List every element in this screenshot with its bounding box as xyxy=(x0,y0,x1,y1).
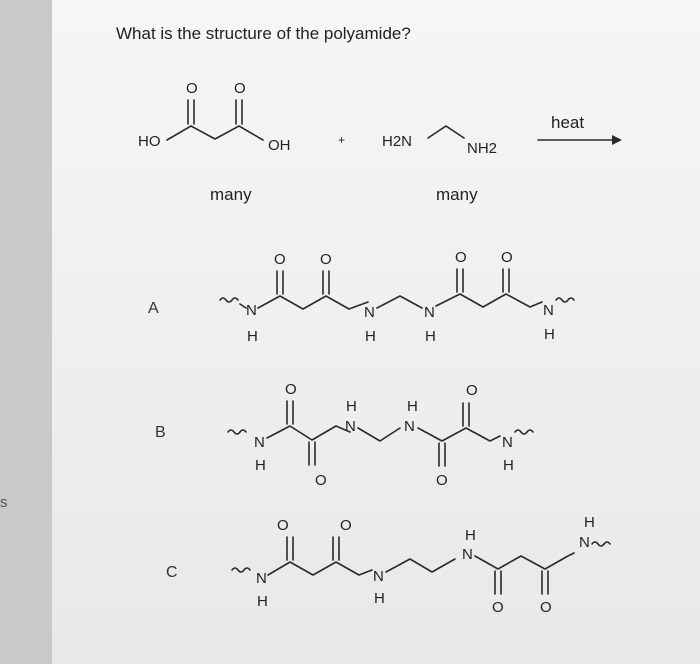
diacid-oxygen-1: O xyxy=(186,80,198,97)
option-a-chain-1 xyxy=(240,296,368,309)
option-b-n2: N xyxy=(345,418,356,435)
option-c-o2: O xyxy=(340,517,352,534)
option-a-h2: H xyxy=(365,328,376,345)
reaction-condition: heat xyxy=(551,113,585,132)
diamine-nh2-label: NH2 xyxy=(467,140,498,157)
option-c-o3: O xyxy=(492,599,504,616)
option-a-h3: H xyxy=(425,328,436,345)
option-c-h4: H xyxy=(584,514,595,531)
option-b-n1: N xyxy=(254,434,265,451)
option-a-o4: O xyxy=(501,249,513,266)
option-a-o1: O xyxy=(274,251,286,268)
reaction-arrow xyxy=(538,135,622,145)
option-b-o2: O xyxy=(315,472,327,489)
plus-sign: + xyxy=(338,133,346,147)
option-a-chain-2 xyxy=(436,294,542,307)
option-c-structure xyxy=(232,514,610,616)
option-b-wavy-right xyxy=(515,430,533,434)
option-c-h1: H xyxy=(257,593,268,610)
option-b-h3: H xyxy=(407,398,418,415)
option-a-n4: N xyxy=(543,302,554,319)
option-c-propylene xyxy=(386,559,455,572)
option-a-n1: N xyxy=(246,302,257,319)
option-b-wavy-left xyxy=(228,430,246,434)
option-c-h2: H xyxy=(374,590,385,607)
many-label-acid: many xyxy=(210,185,252,204)
option-b-chain-2 xyxy=(418,428,500,441)
option-c-n4: N xyxy=(579,534,590,551)
option-c-n2: N xyxy=(373,568,384,585)
option-c-chain-2 xyxy=(475,553,574,569)
diacid-backbone xyxy=(167,126,263,140)
option-a-wavy-left xyxy=(220,298,238,302)
option-a-label[interactable]: A xyxy=(148,300,159,317)
diamine-structure xyxy=(382,126,497,157)
option-b-chain-1 xyxy=(267,426,350,440)
diacid-structure xyxy=(138,80,291,154)
option-c-wavy-left xyxy=(232,568,250,572)
option-b-h2: H xyxy=(346,398,357,415)
option-c-label[interactable]: C xyxy=(166,564,178,581)
diacid-ho-label: HO xyxy=(138,133,161,150)
option-a-o2: O xyxy=(320,251,332,268)
option-a-n2: N xyxy=(364,304,375,321)
option-a-h1: H xyxy=(247,328,258,345)
option-c-wavy-right xyxy=(592,542,610,546)
option-c-chain-1 xyxy=(268,562,372,575)
option-a-ethylene xyxy=(377,296,422,308)
option-b-ethylene xyxy=(358,428,400,441)
option-b-o4: O xyxy=(466,382,478,399)
option-c-n3: N xyxy=(462,546,473,563)
option-a-wavy-right xyxy=(556,298,574,302)
option-b-h4: H xyxy=(503,457,514,474)
diamine-backbone xyxy=(428,126,464,138)
option-c-h3: H xyxy=(465,527,476,544)
option-a-structure xyxy=(220,249,574,345)
option-b-n4: N xyxy=(502,434,513,451)
option-a-o3: O xyxy=(455,249,467,266)
option-c-n1: N xyxy=(256,570,267,587)
option-b-structure xyxy=(228,381,533,489)
question-text: What is the structure of the polyamide? xyxy=(116,24,411,43)
option-a-n3: N xyxy=(424,304,435,321)
option-b-label[interactable]: B xyxy=(155,424,166,441)
diamine-h2n-label: H2N xyxy=(382,133,413,150)
option-a-h4: H xyxy=(544,326,555,343)
option-b-o1: O xyxy=(285,381,297,398)
side-margin-text: s xyxy=(0,494,8,511)
option-b-o3: O xyxy=(436,472,448,489)
option-b-h1: H xyxy=(255,457,266,474)
many-label-amine: many xyxy=(436,185,478,204)
diacid-oh-label: OH xyxy=(268,137,291,154)
option-b-n3: N xyxy=(404,418,415,435)
option-c-o1: O xyxy=(277,517,289,534)
option-c-o4: O xyxy=(540,599,552,616)
diacid-oxygen-2: O xyxy=(234,80,246,97)
